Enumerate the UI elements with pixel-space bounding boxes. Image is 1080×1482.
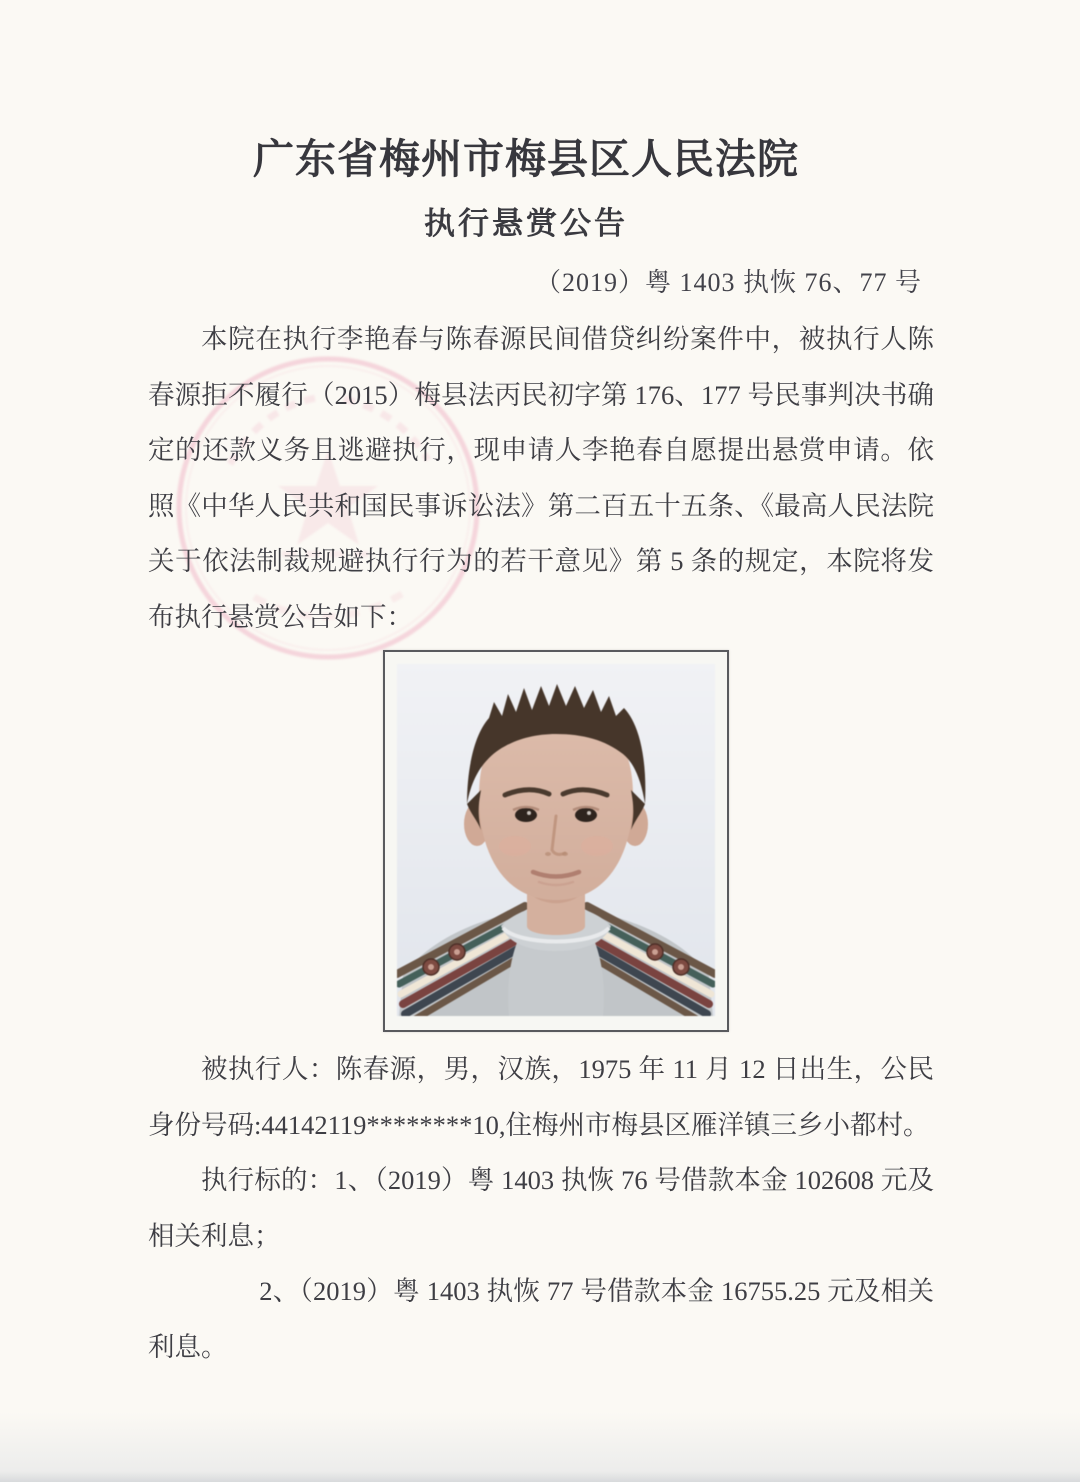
details-section: [148, 1042, 934, 1375]
execution-target-item-1: 执行标的：1、（2019）粤 1403 执恢 76 号借款本金 102608 元及相关利息；: [148, 1165, 934, 1251]
execution-target-item-2: 2、（2019）粤 1403 执恢 77 号借款本金 16755.25 元及相关利息。: [148, 1276, 934, 1362]
intro-paragraph: 本院在执行李艳春与陈春源民间借贷纠纷案件中，被执行人陈春源拒不履行（2015）梅县法丙民初字第 176、177 号民事判决书确定的还款义务且逃避执行，现申请人李艳春自愿提出悬赏申请。依照《中华人民共和国民事诉讼法》第二百五十五条、《最高人民法院关于依法制裁规避执行行为的若干意见》第 5 条的规定，本院将发布执行悬赏公告如下：: [148, 324, 934, 632]
portrait-photo-image: [397, 664, 715, 1016]
notice-title: 执行悬赏公告: [424, 206, 628, 241]
portrait-photo: [383, 650, 729, 1032]
subject-paragraph: 被执行人：陈春源，男，汉族，1975 年 11 月 12 日出生，公民身份号码:44142119********10,住梅州市梅县区雁洋镇三乡小都村。: [148, 1054, 934, 1140]
intro-section: [148, 312, 934, 645]
court-name-title: 广东省梅州市梅县区人民法院: [253, 136, 799, 182]
case-number: （2019）粤 1403 执恢 76、77 号: [534, 268, 922, 297]
